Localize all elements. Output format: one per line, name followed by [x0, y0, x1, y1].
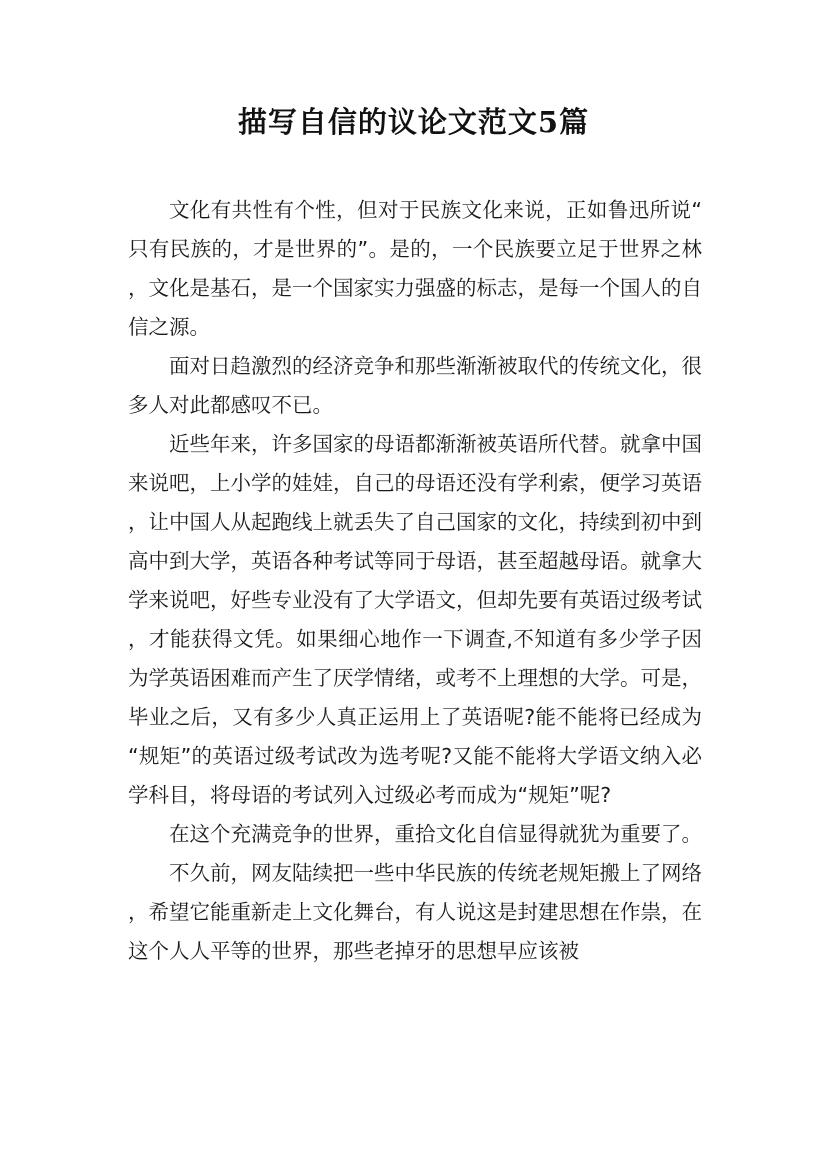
document-body [128, 191, 702, 971]
paragraph-4: 在这个充满竞争的世界，重拾文化自信显得就犹为重要了。 [169, 822, 702, 846]
document-title: 描写自信的议论文范文5篇 [237, 105, 590, 139]
paragraph-1: 文化有共性有个性，但对于民族文化来说，正如鲁迅所说“只有民族的，才是世界的”。是的，一个民族要立足于世界之林，文化是基石，是一个国家实力强盛的标志，是每一个国人的自信之源。 [128, 198, 702, 339]
paragraph-2: 面对日趋激烈的经济竞争和那些渐渐被取代的传统文化，很多人对此都感叹不已。 [128, 354, 702, 417]
paragraph-3: 近些年来，许多国家的母语都渐渐被英语所代替。就拿中国来说吧，上小学的娃娃，自己的母语还没有学利索，便学习英语，让中国人从起跑线上就丢失了自己国家的文化，持续到初中到高中到大学，英语各种考试等同于母语，甚至超越母语。就拿大学来说吧，好些专业没有了大学语文，但却先要有英语过级考试，才能获得文凭。如果细心地作一下调查,不知道有多少学子因为学英语困难而产生了厌学情绪，或考不上理想的大学。可是，毕业之后，又有多少人真正运用上了英语呢?能不能将已经成为“规矩”的英语过级考试改为选考呢?又能不能将大学语文纳入必学科目，将母语的考试列入过级必考而成为“规矩”呢? [128, 432, 702, 807]
paragraph-5: 不久前，网友陆续把一些中华民族的传统老规矩搬上了网络，希望它能重新走上文化舞台，有人说这是封建思想在作祟，在这个人人平等的世界，那些老掉牙的思想早应该被 [128, 861, 702, 963]
